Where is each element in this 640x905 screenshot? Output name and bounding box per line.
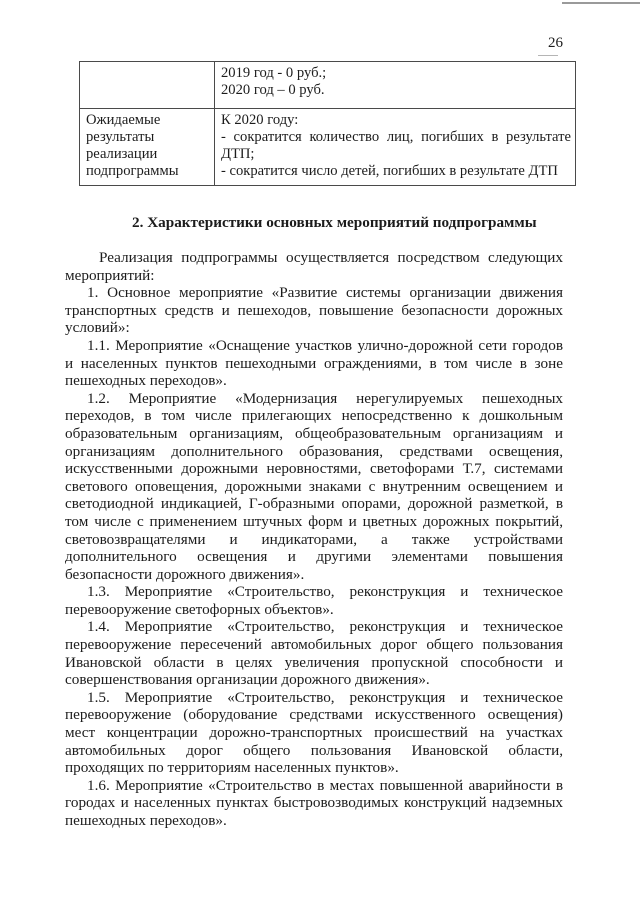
paragraph: 1.5. Мероприятие «Строительство, реконструкция и техническое перевооружение (оборудование средствами искусственного освещения) мест концентрации дорожно-транспортных происшествий на участках автомобильных дорог общего пользования Ивановской области, проходящих по территориям населенных пунктов». (65, 688, 563, 777)
table-cell-expected-results (215, 109, 576, 186)
scan-artifact-line (562, 2, 640, 4)
subprogram-passport-table (79, 61, 576, 186)
table-cell-label-empty (80, 62, 215, 109)
result-line: К 2020 году: (221, 112, 299, 128)
table-row (80, 62, 576, 109)
funding-line: 2019 год - 0 руб.; (221, 65, 327, 81)
paragraph: 1.2. Мероприятие «Модернизация нерегулируемых пешеходных переходов, в том числе прилегающих непосредственно к дошкольным образовательным организациям, общеобразовательным организациям и организациям дополнительного образования, средствами освещения, искусственными дорожными неровностями, светофорами Т.7, системами светового оповещения, дорожными знаками с внутренним освещением и светодиодной индикацией, Г-образными опорами, дорожной разметкой, в том числе с применением штучных форм и цветных дорожных покрытий, световозвращателями и индикаторами, а также устройствами дополнительного освещения и другими элементами повышения безопасности дорожного движения». (65, 389, 563, 583)
paragraph: Реализация подпрограммы осуществляется посредством следующих мероприятий: (65, 249, 563, 284)
document-body (0, 61, 640, 830)
paragraph: 1. Основное мероприятие «Развитие системы организации движения транспортных средств и пешеходов, повышение безопасности дорожных условий»: (65, 284, 563, 337)
result-line: - сократится число детей, погибших в результате ДТП (221, 163, 558, 179)
scan-artifact-line (538, 55, 558, 56)
funding-line: 2020 год – 0 руб. (221, 82, 325, 98)
paragraph: 1.6. Мероприятие «Строительство в местах повышенной аварийности в городах и населенных пунктах быстровозводимых конструкций надземных пешеходных переходов». (65, 776, 563, 829)
table-cell-funding (215, 62, 576, 109)
section-characteristics (0, 214, 563, 830)
table-cell-label: Ожидаемые результаты реализации подпрограммы (80, 109, 215, 186)
paragraph: 1.1. Мероприятие «Оснащение участков улично-дорожной сети городов и населенных пунктов пешеходными ограждениями, в том числе в зоне пешеходных переходов». (65, 336, 563, 390)
section-heading: 2. Характеристики основных мероприятий подпрограммы (132, 214, 537, 231)
result-line: - сократится количество лиц, погибших в результате ДТП; (221, 129, 571, 162)
paragraph: 1.3. Мероприятие «Строительство, реконструкция и техническое перевооружение светофорных объектов». (65, 583, 563, 618)
table-row (80, 109, 576, 186)
page-number: 26 (548, 35, 563, 51)
paragraph: 1.4. Мероприятие «Строительство, реконструкция и техническое перевооружение пересечений автомобильных дорог общего пользования Ивановской области в целях увеличения пропускной способности и совершенствования организации дорожного движения». (65, 618, 563, 689)
